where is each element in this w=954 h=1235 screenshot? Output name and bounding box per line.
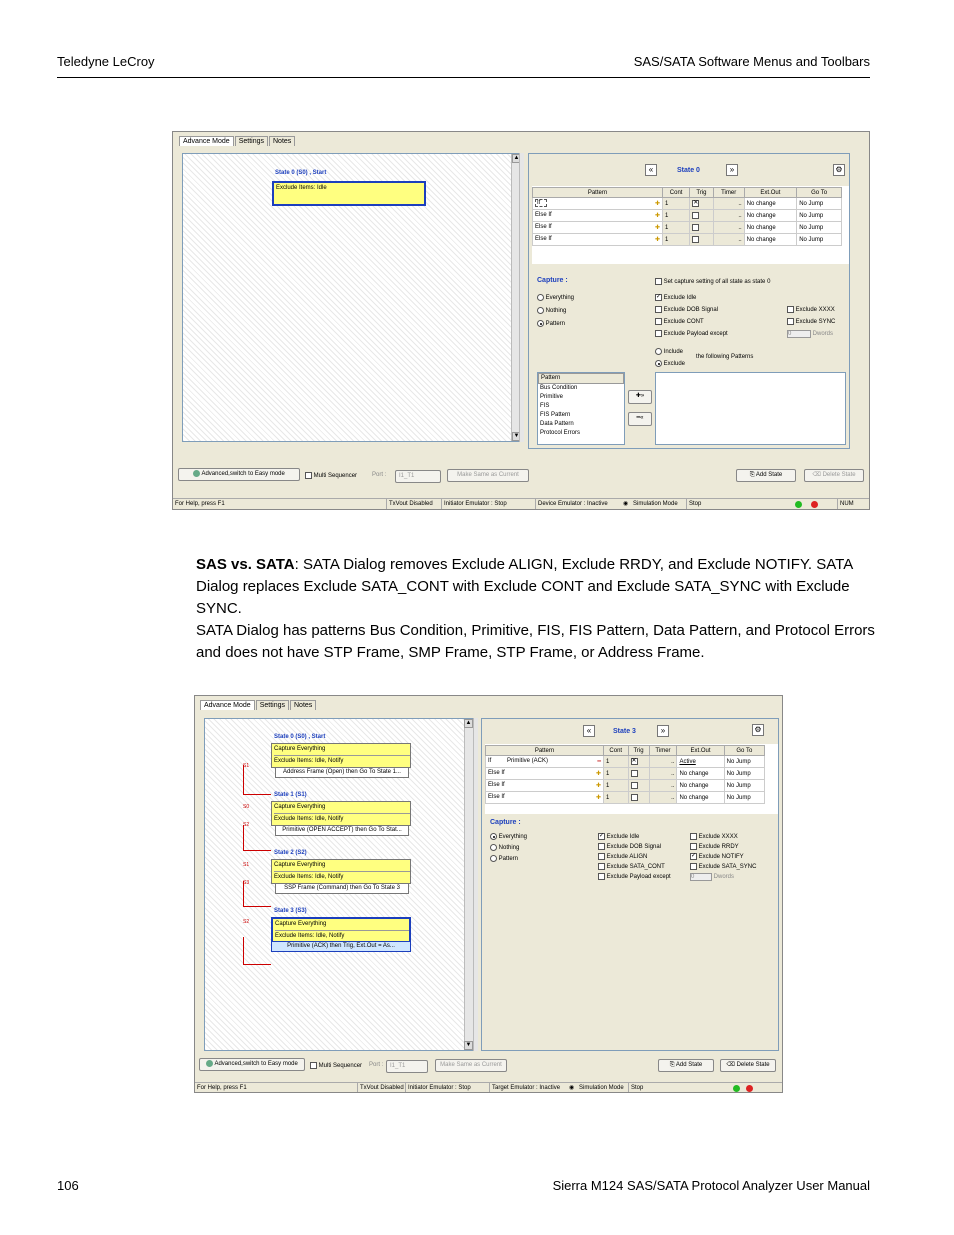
- ext-out-select[interactable]: Active: [677, 756, 724, 768]
- exclude-dob-checkbox[interactable]: [598, 843, 661, 850]
- button-label: Delete State: [822, 472, 856, 478]
- exclude-idle-checkbox[interactable]: ✓ Exclude Idle: [656, 294, 697, 302]
- trig-checkbox[interactable]: [690, 210, 713, 222]
- row-condition[interactable]: [486, 768, 604, 780]
- make-same-button[interactable]: Make Same as Current: [435, 1059, 507, 1072]
- tab-bar: [200, 700, 316, 710]
- exclude-radio[interactable]: [655, 360, 685, 367]
- splitter[interactable]: [473, 718, 478, 1051]
- edge-label: S1: [243, 763, 250, 769]
- option-label: Nothing: [498, 845, 520, 852]
- node-row: Capture Everything: [275, 919, 409, 931]
- delete-state-icon: ⌫: [726, 1062, 735, 1068]
- trig-checkbox[interactable]: ✕: [690, 198, 713, 210]
- paragraph-1-text: : SATA Dialog removes Exclude ALIGN, Exclude RRDY, and Exclude NOTIFY. SATA Dialog replaces Exclude SATA_CONT with Exclude CONT and Exclude SATA_SYNC with Exclude SYNC.: [196, 556, 853, 617]
- button-label: Delete State: [736, 1062, 770, 1068]
- row-condition[interactable]: [533, 222, 663, 234]
- status-help: For Help, press F1: [175, 501, 225, 507]
- trig-checkbox[interactable]: [628, 792, 649, 804]
- cont-value[interactable]: 1: [604, 780, 629, 792]
- go-to-select[interactable]: No Jump: [797, 198, 842, 210]
- table-row[interactable]: [533, 198, 842, 210]
- exclude-xxxx-checkbox[interactable]: [787, 306, 835, 313]
- option-label: Multi Sequencer: [318, 1063, 363, 1070]
- add-state-button[interactable]: [658, 1059, 714, 1072]
- status-green-icon: [731, 1084, 740, 1093]
- cont-value[interactable]: 1: [663, 234, 690, 246]
- row-label: Else If: [535, 236, 552, 242]
- add-pattern-icon[interactable]: ✚: [654, 225, 660, 231]
- row-condition[interactable]: [533, 198, 663, 210]
- trig-checkbox[interactable]: [690, 222, 713, 234]
- splitter[interactable]: [519, 153, 524, 442]
- transition-label[interactable]: Primitive (OPEN ACCEPT) then Go To Stat...: [275, 825, 409, 836]
- node-row: Exclude Items: Idle, Notify: [274, 758, 344, 764]
- delete-state-icon: ⌫: [812, 472, 821, 478]
- next-state-button[interactable]: »: [726, 164, 738, 176]
- state-node[interactable]: [271, 801, 411, 826]
- footer-page-number: 106: [57, 1178, 79, 1193]
- list-item[interactable]: FIS Pattern: [540, 412, 571, 418]
- cont-value[interactable]: 1: [604, 768, 629, 780]
- go-to-select[interactable]: No Jump: [724, 780, 764, 792]
- exclude-idle-checkbox[interactable]: ✓ Exclude Idle: [599, 833, 640, 841]
- add-pattern-icon[interactable]: ✚: [595, 795, 601, 801]
- edge-label: S2: [243, 919, 250, 925]
- remove-pattern-icon[interactable]: ━: [597, 759, 601, 765]
- remove-pattern-button[interactable]: ━«: [628, 412, 652, 426]
- transition-line: [243, 937, 271, 965]
- exclude-align-checkbox[interactable]: [598, 853, 647, 860]
- option-label: Include: [663, 349, 684, 356]
- payload-dwords-field[interactable]: [690, 873, 734, 881]
- capture-nothing-radio[interactable]: [490, 844, 519, 851]
- status-red-icon: [744, 1084, 753, 1093]
- col-timer: Timer: [649, 746, 677, 756]
- footer-title: Sierra M124 SAS/SATA Protocol Analyzer User Manual: [552, 1178, 870, 1193]
- status-help: For Help, press F1: [197, 1085, 247, 1091]
- node-row: Capture Everything: [274, 802, 410, 814]
- capture-title: Capture :: [537, 277, 568, 284]
- go-to-select[interactable]: No Jump: [797, 234, 842, 246]
- ext-out-select[interactable]: No change: [744, 210, 797, 222]
- row-label: Else If: [488, 782, 505, 788]
- exclude-xxxx-checkbox[interactable]: [690, 833, 738, 840]
- table-row[interactable]: [486, 756, 765, 768]
- edge-label: S2: [243, 822, 250, 828]
- status-sim-mode: Simulation Mode: [633, 501, 678, 507]
- paragraph-1: [196, 554, 886, 620]
- dwords-label: Dwords: [812, 331, 834, 337]
- button-label: Add State: [755, 472, 783, 478]
- row-label: If: [488, 758, 492, 764]
- capture-everything-radio[interactable]: [490, 833, 527, 840]
- cont-value[interactable]: 1: [663, 222, 690, 234]
- trig-checkbox[interactable]: [628, 768, 649, 780]
- ext-out-select[interactable]: No change: [744, 234, 797, 246]
- exclude-payload-checkbox[interactable]: [655, 330, 728, 337]
- edge-label: S1: [243, 862, 250, 868]
- screenshot-sata-dialog: [172, 131, 870, 510]
- tab-advance-mode[interactable]: Advance Mode: [200, 700, 255, 710]
- button-label: Advanced,switch to Easy mode: [214, 1061, 298, 1067]
- row-condition[interactable]: [533, 234, 663, 246]
- table-row[interactable]: [533, 210, 842, 222]
- status-sim-mode: Simulation Mode: [579, 1085, 624, 1091]
- row-label: Else If: [488, 770, 505, 776]
- scroll-up-icon[interactable]: ▲: [513, 155, 520, 161]
- go-to-select[interactable]: No Jump: [797, 210, 842, 222]
- trig-checkbox[interactable]: [628, 780, 649, 792]
- state-panel: [528, 153, 850, 449]
- option-label: Pattern: [498, 856, 519, 863]
- col-timer: Timer: [713, 188, 744, 198]
- vertical-scrollbar[interactable]: [464, 719, 473, 1050]
- table-row[interactable]: [486, 780, 765, 792]
- panel-state-label: State 0: [677, 167, 700, 174]
- exclude-notify-checkbox[interactable]: ✓ Exclude NOTIFY: [691, 853, 744, 861]
- row-pattern: Primitive (ACK): [507, 758, 549, 764]
- status-target: Target Emulator : Inactive: [489, 1083, 560, 1093]
- transition-line: [243, 765, 271, 795]
- scroll-down-icon[interactable]: ▼: [465, 1042, 472, 1048]
- option-label: Exclude DOB Signal: [663, 307, 719, 314]
- add-pattern-icon[interactable]: ✚: [654, 213, 660, 219]
- trig-checkbox[interactable]: ✕: [628, 756, 649, 768]
- go-to-select[interactable]: No Jump: [724, 768, 764, 780]
- option-label: Exclude Payload except: [606, 874, 671, 881]
- state-diagram-pane: [182, 153, 522, 442]
- list-item[interactable]: FIS: [540, 403, 550, 409]
- timer-button[interactable]: ..: [713, 198, 744, 210]
- option-label: Exclude XXXX: [795, 307, 835, 314]
- timer-button[interactable]: ..: [713, 222, 744, 234]
- option-label: Multi Sequencer: [313, 473, 358, 480]
- status-txvout: TxVout Disabled: [357, 1083, 404, 1093]
- exclude-rrdy-checkbox[interactable]: [690, 843, 739, 850]
- table-row[interactable]: [486, 792, 765, 804]
- option-label: Exclude ALIGN: [606, 854, 648, 861]
- include-radio[interactable]: [655, 348, 683, 355]
- delete-state-button[interactable]: [804, 469, 864, 482]
- option-label: Exclude SATA_SYNC: [698, 864, 757, 871]
- row-label: Else If: [488, 794, 505, 800]
- node-text: Exclude Items: Idle: [276, 185, 327, 191]
- col-go-to: Go To: [724, 746, 764, 756]
- cont-value[interactable]: 1: [663, 210, 690, 222]
- node-row: Exclude Items: Idle, Notify: [274, 874, 344, 880]
- edge-label: S0: [243, 804, 250, 810]
- pattern-list[interactable]: [537, 372, 625, 445]
- add-pattern-icon[interactable]: ✚: [595, 783, 601, 789]
- switch-mode-icon: [193, 470, 200, 477]
- col-pattern: Pattern: [486, 746, 604, 756]
- col-pattern: Pattern: [533, 188, 663, 198]
- port-select[interactable]: I1_T1: [395, 470, 441, 483]
- timer-button[interactable]: ..: [649, 780, 677, 792]
- transition-label[interactable]: Primitive (ACK) then Trig, Ext.Out = As...: [271, 941, 411, 952]
- make-same-button[interactable]: Make Same as Current: [447, 469, 529, 482]
- option-label: Exclude RRDY: [698, 844, 739, 851]
- list-item[interactable]: Data Pattern: [540, 421, 574, 427]
- tab-notes[interactable]: Notes: [290, 700, 316, 710]
- row-condition[interactable]: [486, 756, 604, 768]
- following-patterns-label: the following Patterns: [696, 354, 754, 360]
- pattern-list-header: Pattern: [538, 373, 624, 384]
- tab-bar: [179, 136, 295, 146]
- paragraph-lead: SAS vs. SATA: [196, 556, 295, 573]
- capture-pattern-radio[interactable]: [537, 320, 565, 327]
- node-row: Capture Everything: [274, 744, 410, 756]
- row-label: If: [535, 199, 547, 207]
- ext-out-select[interactable]: No change: [677, 780, 724, 792]
- state-node[interactable]: [272, 181, 426, 206]
- row-label: Else If: [535, 224, 552, 230]
- capture-everything-radio[interactable]: [537, 294, 574, 301]
- timer-button[interactable]: ..: [649, 768, 677, 780]
- status-txvout: TxVout Disabled: [386, 499, 433, 510]
- switch-easy-mode-button[interactable]: [178, 468, 300, 481]
- capture-nothing-radio[interactable]: [537, 307, 566, 314]
- state-node[interactable]: [271, 917, 411, 943]
- add-pattern-button[interactable]: ✚»: [628, 390, 652, 404]
- option-label: Pattern: [545, 321, 566, 328]
- transition-label[interactable]: SSP Frame (Command) then Go To State 3: [275, 883, 409, 894]
- button-label: Advanced,switch to Easy mode: [201, 471, 285, 477]
- go-to-select[interactable]: No Jump: [724, 756, 764, 768]
- option-label: Exclude CONT: [663, 319, 704, 326]
- option-label: Exclude NOTIFY: [698, 854, 744, 861]
- option-label: Exclude Idle: [663, 295, 697, 302]
- status-bar: [173, 498, 869, 510]
- rule-table: [485, 745, 765, 804]
- state-node[interactable]: [271, 743, 411, 768]
- body-text: [196, 554, 886, 664]
- col-trig: Trig: [690, 188, 713, 198]
- add-pattern-icon[interactable]: ✚: [654, 201, 660, 207]
- node-row: Exclude Items: Idle, Notify: [274, 816, 344, 822]
- state-title: State 2 (S2): [274, 850, 307, 856]
- exclude-cont-checkbox[interactable]: [655, 318, 704, 325]
- option-label: Everything: [545, 295, 575, 302]
- option-label: Exclude XXXX: [698, 834, 738, 841]
- cont-value[interactable]: 1: [604, 792, 629, 804]
- cont-value[interactable]: 1: [604, 756, 629, 768]
- ext-out-select[interactable]: No change: [677, 792, 724, 804]
- port-label: Port :: [372, 472, 387, 478]
- node-row: Capture Everything: [274, 860, 410, 872]
- exclude-sata-sync-checkbox[interactable]: [690, 863, 756, 870]
- status-stop: Stop: [628, 1083, 643, 1093]
- capture-pattern-radio[interactable]: [490, 855, 518, 862]
- status-green-icon: [793, 500, 802, 510]
- tab-advance-mode[interactable]: Advance Mode: [179, 136, 234, 146]
- add-state-icon: ⎘: [669, 1062, 675, 1068]
- status-red-icon: [809, 500, 818, 510]
- status-device: Device Emulator : Inactive: [535, 499, 608, 510]
- port-label: Port :: [369, 1062, 384, 1068]
- exclude-sata-cont-checkbox[interactable]: [598, 863, 665, 870]
- switch-mode-icon: [206, 1060, 213, 1067]
- ext-out-select[interactable]: No change: [744, 222, 797, 234]
- go-to-select[interactable]: No Jump: [724, 792, 764, 804]
- scroll-up-icon[interactable]: ▲: [465, 720, 472, 726]
- panel-state-label: State 3: [613, 728, 636, 735]
- capture-title: Capture :: [490, 819, 521, 826]
- option-label: Nothing: [545, 308, 567, 315]
- transition-label[interactable]: Address Frame (Open) then Go To State 1...: [275, 767, 409, 778]
- status-num: NUM: [837, 499, 854, 510]
- dwords-label: Dwords: [713, 874, 735, 880]
- col-ext-out: Ext.Out: [677, 746, 724, 756]
- option-label: Exclude: [663, 361, 686, 368]
- cont-value[interactable]: 1: [663, 198, 690, 210]
- add-pattern-icon[interactable]: ✚: [595, 771, 601, 777]
- timer-button[interactable]: ..: [713, 234, 744, 246]
- button-label: Add State: [675, 1062, 703, 1068]
- state-panel: [481, 718, 779, 1051]
- row-condition[interactable]: [533, 210, 663, 222]
- delete-state-button[interactable]: [720, 1059, 776, 1072]
- status-initiator: Initiator Emulator : Stop: [405, 1083, 471, 1093]
- list-item[interactable]: Protocol Errors: [540, 430, 581, 436]
- header-left: Teledyne LeCroy: [57, 54, 155, 69]
- timer-button[interactable]: ..: [713, 210, 744, 222]
- exclude-dob-checkbox[interactable]: [655, 306, 718, 313]
- screenshot-sas-dialog: [194, 695, 783, 1093]
- state-title: State 0 (S0) , Start: [274, 734, 326, 740]
- add-state-button[interactable]: [736, 469, 796, 482]
- state-title: State 0 (S0) , Start: [275, 170, 327, 176]
- add-state-icon: ⎘: [749, 472, 755, 478]
- transition-line: [243, 825, 271, 851]
- option-label: Exclude SATA_CONT: [606, 864, 665, 871]
- ext-out-select[interactable]: No change: [744, 198, 797, 210]
- state-diagram-pane: [204, 718, 474, 1051]
- add-pattern-icon[interactable]: ✚: [654, 237, 660, 243]
- status-initiator: Initiator Emulator : Stop: [441, 499, 507, 510]
- trig-checkbox[interactable]: [690, 234, 713, 246]
- edge-label: S3: [243, 880, 250, 886]
- option-label: Exclude Idle: [606, 834, 640, 841]
- multi-sequencer-checkbox[interactable]: [310, 1062, 362, 1069]
- scroll-down-icon[interactable]: ▼: [513, 433, 520, 439]
- payload-value: 0: [787, 330, 811, 338]
- rule-table: [532, 187, 842, 246]
- state-title: State 3 (S3): [274, 908, 307, 914]
- col-ext-out: Ext.Out: [744, 188, 797, 198]
- settings-icon[interactable]: ⚙: [752, 724, 764, 736]
- simulation-icon: ◉: [623, 501, 629, 507]
- col-cont: Cont: [604, 746, 629, 756]
- header-rule: [57, 77, 870, 78]
- tab-settings[interactable]: Settings: [235, 136, 268, 146]
- paragraph-2: SATA Dialog has patterns Bus Condition, Primitive, FIS, FIS Pattern, Data Pattern, and Protocol Errors and does not have STP Frame, SMP Frame, STP Frame, or Address Frame.: [196, 622, 875, 661]
- row-condition[interactable]: [486, 780, 604, 792]
- timer-button[interactable]: ..: [649, 792, 677, 804]
- timer-button[interactable]: ..: [649, 756, 677, 768]
- table-row[interactable]: [533, 222, 842, 234]
- option-label: Exclude SYNC: [795, 319, 836, 326]
- prev-state-button[interactable]: «: [583, 725, 595, 737]
- col-trig: Trig: [628, 746, 649, 756]
- state-title: State 1 (S1): [274, 792, 307, 798]
- prev-state-button[interactable]: «: [645, 164, 657, 176]
- multi-sequencer-checkbox[interactable]: [305, 472, 357, 479]
- switch-easy-mode-button[interactable]: [199, 1058, 305, 1071]
- port-select[interactable]: I1_T1: [386, 1060, 428, 1073]
- next-state-button[interactable]: »: [657, 725, 669, 737]
- table-row[interactable]: [486, 768, 765, 780]
- simulation-icon: ◉: [569, 1085, 575, 1091]
- status-bar: [195, 1082, 782, 1093]
- col-cont: Cont: [663, 188, 690, 198]
- table-row[interactable]: [533, 234, 842, 246]
- option-label: Exclude DOB Signal: [606, 844, 662, 851]
- option-label: Exclude Payload except: [663, 331, 728, 338]
- row-condition[interactable]: [486, 792, 604, 804]
- header-right: SAS/SATA Software Menus and Toolbars: [633, 54, 870, 69]
- option-label: Set capture setting of all state as state 0: [663, 279, 771, 286]
- state-node[interactable]: [271, 859, 411, 884]
- ext-out-select[interactable]: No change: [677, 768, 724, 780]
- list-item[interactable]: Bus Condition: [540, 385, 578, 391]
- status-stop: Stop: [686, 499, 701, 510]
- payload-dwords-field[interactable]: [787, 330, 833, 338]
- row-label: Else If: [535, 212, 552, 218]
- go-to-select[interactable]: No Jump: [797, 222, 842, 234]
- tab-settings[interactable]: Settings: [256, 700, 289, 710]
- exclude-payload-checkbox[interactable]: [598, 873, 671, 880]
- col-go-to: Go To: [797, 188, 842, 198]
- option-label: Everything: [498, 834, 528, 841]
- tab-notes[interactable]: Notes: [269, 136, 295, 146]
- selected-patterns-list[interactable]: [655, 372, 846, 445]
- settings-icon[interactable]: ⚙: [833, 164, 845, 176]
- node-row: Exclude Items: Idle, Notify: [275, 933, 345, 939]
- exclude-sync-checkbox[interactable]: [787, 318, 835, 325]
- list-item[interactable]: Primitive: [540, 394, 564, 400]
- set-capture-checkbox[interactable]: [655, 278, 770, 285]
- payload-value: 0: [690, 873, 712, 881]
